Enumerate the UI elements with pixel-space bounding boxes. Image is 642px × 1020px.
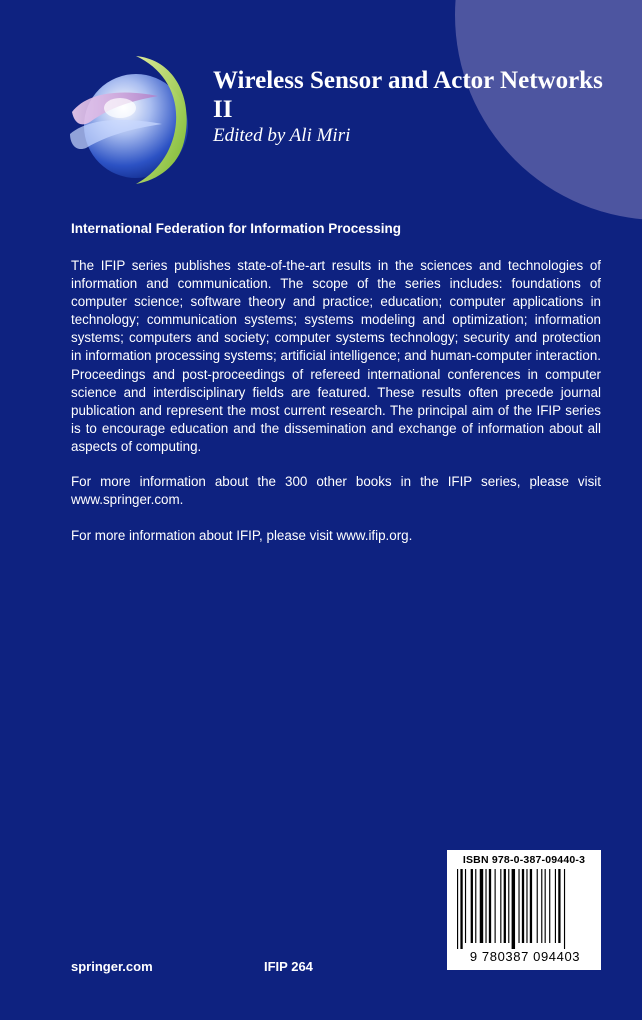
barcode-bar xyxy=(512,869,515,949)
isbn-barcode-box xyxy=(447,850,601,970)
barcode-bar xyxy=(530,869,532,943)
more-books-info: For more information about the 300 other books in the IFIP series, please visit www.springer.com. xyxy=(71,474,601,508)
barcode-bar xyxy=(549,869,550,943)
barcode-bar xyxy=(504,869,506,943)
series-number: IFIP 264 xyxy=(264,959,313,974)
barcode-bar xyxy=(558,869,560,943)
organization-heading: International Federation for Information Processing xyxy=(71,221,402,236)
barcode-bar xyxy=(489,869,491,943)
barcode-bar xyxy=(485,869,486,943)
barcode-bar xyxy=(522,869,524,943)
more-ifip-info: For more information about IFIP, please visit www.ifip.org. xyxy=(71,528,413,543)
barcode-bar xyxy=(545,869,546,943)
series-description: The IFIP series publishes state-of-the-art results in the sciences and technologies of information and communication. The scope of the series includes: foundations of computer science; software theory and practice; education; computer applications in technology; communication systems; systems modeling and optimization; information systems; computers and society; computer systems technology; security and protection in information processing systems; artificial intelligence; and human-computer interaction. Proceedings and post-proceedings of refereed international conferences in computer science and interdisciplinary fields are featured. These results often precede journal publication and represent the most current research. The principal aim of the IFIP series is to encourage education and the dissemination and exchange of information about all aspects of computing. xyxy=(71,258,601,454)
barcode-bar xyxy=(500,869,501,943)
barcode-bar xyxy=(518,869,519,943)
barcode-bar xyxy=(471,869,473,943)
publisher-url: springer.com xyxy=(71,959,153,974)
book-editor: Edited by Ali Miri xyxy=(213,125,351,146)
barcode-bar xyxy=(564,869,565,949)
barcode-bars xyxy=(455,869,593,949)
barcode-bar xyxy=(555,869,556,943)
ifip-globe-logo xyxy=(66,50,198,188)
barcode-bar xyxy=(541,869,542,943)
barcode-bar xyxy=(460,869,462,949)
isbn-label: ISBN 978-0-387-09440-3 xyxy=(462,854,586,866)
barcode-bar xyxy=(537,869,538,943)
barcode-bar xyxy=(526,869,527,943)
barcode-bar xyxy=(480,869,483,943)
barcode-digits: 9 780387 094403 xyxy=(469,949,581,964)
book-title: Wireless Sensor and Actor Networks II xyxy=(213,67,603,123)
barcode-bar xyxy=(475,869,476,943)
barcode-bar xyxy=(508,869,509,943)
book-title-block xyxy=(213,66,613,148)
barcode-bar xyxy=(457,869,458,949)
barcode-bar xyxy=(465,869,466,943)
barcode-bar xyxy=(495,869,496,943)
